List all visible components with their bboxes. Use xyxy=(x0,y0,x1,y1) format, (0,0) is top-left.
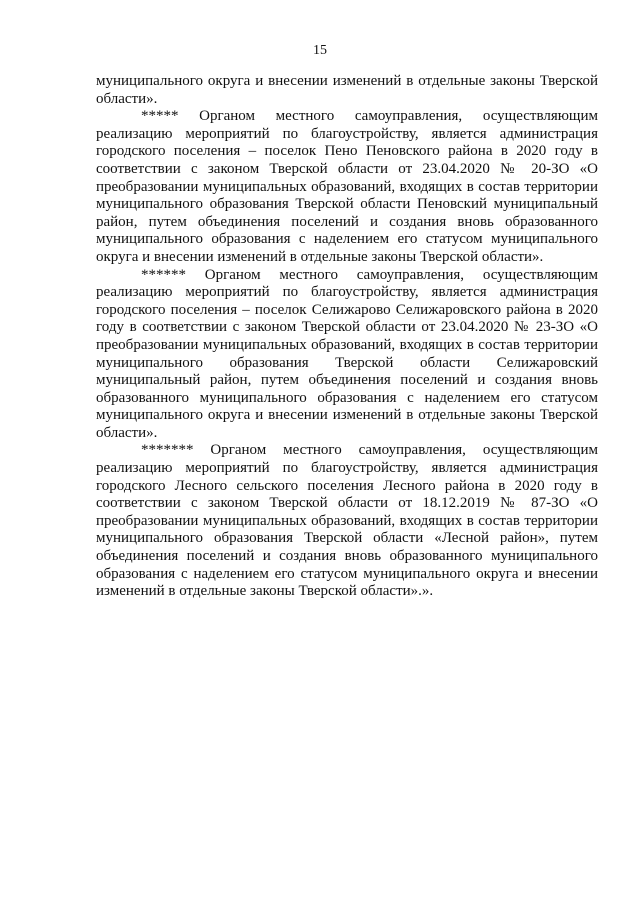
footnote-7-lesnoy: ******* Органом местного самоуправления, осуществляющим реализацию мероприятий по благоустройству, является администрация городского Лесного сельского поселения Лесного района в 2020 году в соответствии с законом Тверской области от 18.12.2019 № 87-ЗО «О преобразовании муниципальных образований, входящих в состав территории муниципального образования Тверской области «Лесной район», путем объединения поселений и создания вновь образованного муниципального образования с наделением его статусом муниципального округа и внесении изменений в отдельные законы Тверской области».». xyxy=(96,442,598,600)
paragraph-continuation: муниципального округа и внесении изменений в отдельные законы Тверской области». xyxy=(96,73,598,107)
document-body xyxy=(96,73,598,601)
footnote-6-selizharovsky: ****** Органом местного самоуправления, осуществляющим реализацию мероприятий по благоустройству, является администрация городского поселения – поселок Селижарово Селижаровского района в 2020 году в соответствии с законом Тверской области от 23.04.2020 № 23-ЗО «О преобразовании муниципальных образований, входящих в состав территории муниципального образования Тверской области Селижаровский муниципальный район, путем объединения поселений и создания вновь образованного муниципального образования с наделением его статусом муниципального округа и внесении изменений в отдельные законы Тверской области». xyxy=(96,266,598,441)
footnote-5-penovsky: ***** Органом местного самоуправления, осуществляющим реализацию мероприятий по благоустройству, является администрация городского поселения – поселок Пено Пеновского района в 2020 году в соответствии с законом Тверской области от 23.04.2020 № 20-ЗО «О преобразовании муниципальных образований, входящих в состав территории муниципального образования Тверской области Пеновский муниципальный район, путем объединения поселений и создания вновь образованного муниципального образования с наделением его статусом муниципального округа и внесении изменений в отдельные законы Тверской области». xyxy=(96,108,598,265)
page-number: 15 xyxy=(313,43,327,58)
